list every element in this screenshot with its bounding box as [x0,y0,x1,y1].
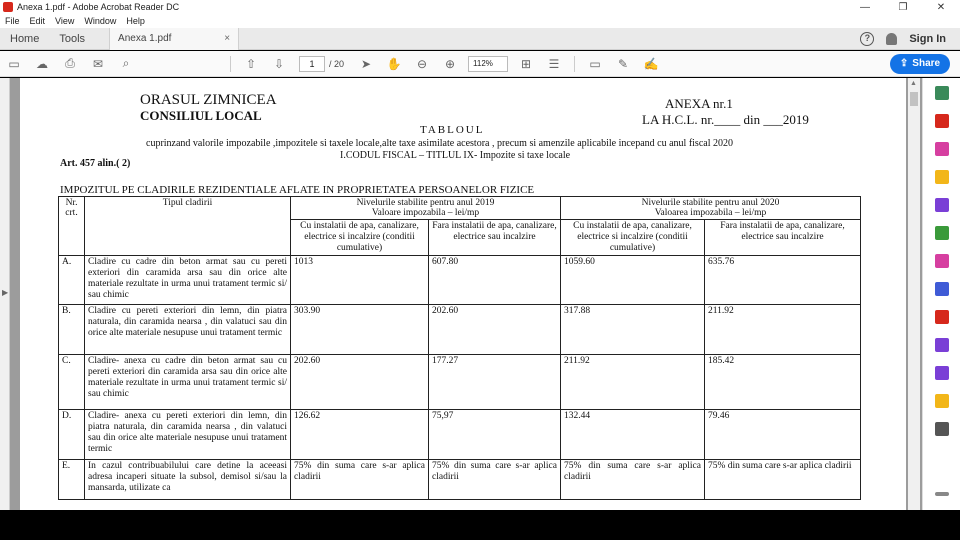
zoom-out-icon[interactable]: ⊖ [416,56,428,71]
cell-fara-2019: 75% din suma care s-ar aplica cladirii [429,460,561,500]
cell-tip: Cladire- anexa cu cadre din beton armat sau cu pereti exteriori din caramida arsa sau din orice alte materiale rezultate in urma unui tratament termic si/ sau chimic [85,355,291,410]
upload-cloud-icon[interactable]: ☁ [36,56,48,71]
hand-tool-icon[interactable]: ✋ [386,56,402,71]
zoom-in-icon[interactable]: ⊕ [444,56,456,71]
comment-icon[interactable]: ▭ [589,56,601,71]
menu-window[interactable]: Window [84,16,117,26]
comment-tool-icon[interactable] [935,170,949,184]
header-cu-2019: Cu instalatii de apa, canalizare, electrice si incalzire (conditii cumulative) [291,220,429,256]
close-window-button[interactable]: ✕ [936,1,946,13]
print-icon[interactable]: ⎙ [65,56,75,70]
cell-cu-2019: 126.62 [291,410,429,460]
fit-page-icon[interactable]: ⊞ [520,56,532,71]
menu-bar [0,14,960,28]
cell-cu-2019: 303.90 [291,305,429,355]
page-total-label: / 20 [329,58,345,69]
account-tools [860,32,960,46]
header-fara-2019: Fara instalatii de apa, canalizare, electrice sau incalzire [429,220,561,256]
window-controls [846,2,960,13]
save-icon[interactable]: ▭ [8,56,20,71]
doc-annex: ANEXA nr.1 [665,96,733,111]
menu-edit[interactable]: Edit [29,16,46,26]
table-row [59,305,861,355]
header-2020 [561,197,861,220]
create-pdf-icon[interactable] [935,114,949,128]
doc-article: Art. 457 alin.( 2) [60,158,131,169]
page-number-input[interactable]: 1 [299,56,325,72]
menu-view[interactable]: View [55,16,75,26]
header-cu-2020: Cu instalatii de apa, canalizare, electrice si incalzire (conditii cumulative) [561,220,705,256]
previous-page-icon[interactable]: ⇧ [245,56,257,71]
cell-cu-2020: 1059.60 [561,256,705,305]
tab-home[interactable]: Home [10,32,40,45]
scrollbar-thumb[interactable] [910,92,918,106]
help-icon[interactable]: ? [860,32,874,46]
table-header-row [59,197,861,220]
table-row [59,460,861,500]
header-2019 [291,197,561,220]
export-pdf-icon[interactable] [935,86,949,100]
cell-nr: C. [59,355,85,410]
restore-button[interactable]: ❐ [898,1,908,13]
highlight-pen-icon[interactable]: ✎ [617,56,629,71]
toolbar-divider [574,56,575,72]
scroll-up-icon[interactable]: ▲ [910,80,917,87]
document-viewer [0,78,960,510]
doc-subtitle: cuprinzand valorile impozabile ,impozitele si taxele locale,alte taxe asimilate acestora , precum si amenzile aplicabile incepand cu anul fiscal 2020 [146,138,733,149]
notifications-bell-icon[interactable] [886,33,897,45]
header-2020-sub: Valoarea impozabila – lei/mp [654,208,767,218]
doc-title: TABLOUL [420,124,485,136]
cell-fara-2019: 177.27 [429,355,561,410]
fill-sign-icon[interactable] [935,254,949,268]
collapse-pane-icon[interactable] [935,492,949,496]
cell-cu-2019: 75% din suma care s-ar aplica cladirii [291,460,429,500]
email-icon[interactable]: ✉ [92,56,104,71]
header-fara-2020: Fara instalatii de apa, canalizare, electrice sau incalzire [705,220,861,256]
pdf-page [20,78,906,510]
doc-hcl: LA H.C.L. nr.____ din ___2019 [642,112,809,127]
cell-fara-2019: 75,97 [429,410,561,460]
table-row [59,355,861,410]
cell-cu-2019: 1013 [291,256,429,305]
bottom-bar [0,510,960,540]
cell-fara-2020: 211.92 [705,305,861,355]
window-title: Anexa 1.pdf - Adobe Acrobat Reader DC [17,2,180,12]
header-tip: Tipul cladirii [85,197,291,256]
select-cursor-icon[interactable]: ➤ [360,56,372,71]
tab-bar [0,28,960,50]
sign-icon[interactable]: ✍ [643,56,659,71]
doc-organization: ORASUL ZIMNICEA [140,92,277,108]
cell-cu-2020: 75% din suma care s-ar aplica cladirii [561,460,705,500]
window-titlebar [0,0,960,14]
header-nr: Nr. crt. [59,197,85,256]
cell-fara-2019: 607.80 [429,256,561,305]
share-label: Share [912,58,941,69]
cell-cu-2020: 132.44 [561,410,705,460]
header-2019-title: Nivelurile stabilite pentru anul 2019 [356,198,495,208]
cell-cu-2019: 202.60 [291,355,429,410]
cell-tip: In cazul contribuabilului care detine la aceeasi adresa incaperi situate la subsol, demisol si/sau la mansarda, utilizate ca [85,460,291,500]
minimize-button[interactable]: — [860,1,870,13]
acrobat-app-icon [3,2,13,12]
header-2019-sub: Valoare impozabila – lei/mp [371,208,480,218]
edit-pdf-icon[interactable] [935,142,949,156]
cell-tip: Cladire- anexa cu pereti exteriori din lemn, din piatra naturala, din caramida nearsa , din valatuci sau din orice alte materiale nesupuse unui tratament termic [85,410,291,460]
left-panel-toggle[interactable] [0,78,10,510]
more-tools-icon[interactable] [935,422,949,436]
expand-left-panel-icon[interactable]: ▶ [2,288,9,297]
toolbar-divider [230,56,231,72]
cell-fara-2020: 635.76 [705,256,861,305]
menu-help[interactable]: Help [126,16,145,26]
share-icon: ⇪ [899,58,909,69]
next-page-icon[interactable]: ⇩ [273,56,285,71]
vertical-scrollbar[interactable] [908,78,920,510]
menu-file[interactable]: File [5,16,20,26]
cell-fara-2019: 202.60 [429,305,561,355]
cell-nr: A. [59,256,85,305]
cell-nr: B. [59,305,85,355]
share-button[interactable] [890,54,950,74]
cell-tip: Cladire cu cadre din beton armat sau cu pereti exteriori din caramida arsa sau din orice alte materiale rezultate in urma unui tratament termic si/ sau chimic [85,256,291,305]
close-tab-icon[interactable]: × [224,33,231,44]
cell-fara-2020: 75% din suma care s-ar aplica cladirii [705,460,861,500]
cell-fara-2020: 185.42 [705,355,861,410]
cell-cu-2020: 317.88 [561,305,705,355]
zoom-level-dropdown[interactable]: 112% [468,56,508,72]
cell-tip: Cladire cu pereti exteriori din lemn, din piatra naturala, din caramida nearsa , din valatuci sau din orice alte materiale nesupuse unui tratament termic [85,305,291,355]
cell-fara-2020: 79.46 [705,410,861,460]
table-row [59,410,861,460]
doc-section-heading: IMPOZITUL PE CLADIRILE REZIDENTIALE AFLATE IN PROPRIETATEA PERSOANELOR FIZICE [60,184,535,196]
certificates-icon[interactable] [935,366,949,380]
sign-in-button[interactable]: Sign In [909,32,946,45]
send-track-icon[interactable] [935,394,949,408]
tax-table [58,196,861,500]
combine-files-icon[interactable] [935,198,949,212]
tools-pane [922,78,960,510]
tab-document[interactable] [109,28,239,50]
tab-document-label: Anexa 1.pdf [118,33,172,44]
send-for-review-icon[interactable] [935,310,949,324]
doc-council: CONSILIUL LOCAL [140,108,262,123]
doc-codul-fiscal: I.CODUL FISCAL – TITLUL IX- Impozite si taxe locale [340,150,571,161]
header-2020-title: Nivelurile stabilite pentru anul 2020 [641,198,780,208]
search-icon[interactable]: ⌕ [122,56,130,70]
organize-pages-icon[interactable] [935,226,949,240]
cell-nr: E. [59,460,85,500]
main-toolbar [0,51,960,77]
tab-tools[interactable]: Tools [59,32,86,45]
table-row [59,256,861,305]
cell-cu-2020: 211.92 [561,355,705,410]
cell-nr: D. [59,410,85,460]
scrolling-mode-icon[interactable]: ☰ [548,56,560,71]
signature-icon[interactable] [935,338,949,352]
protect-icon[interactable] [935,282,949,296]
